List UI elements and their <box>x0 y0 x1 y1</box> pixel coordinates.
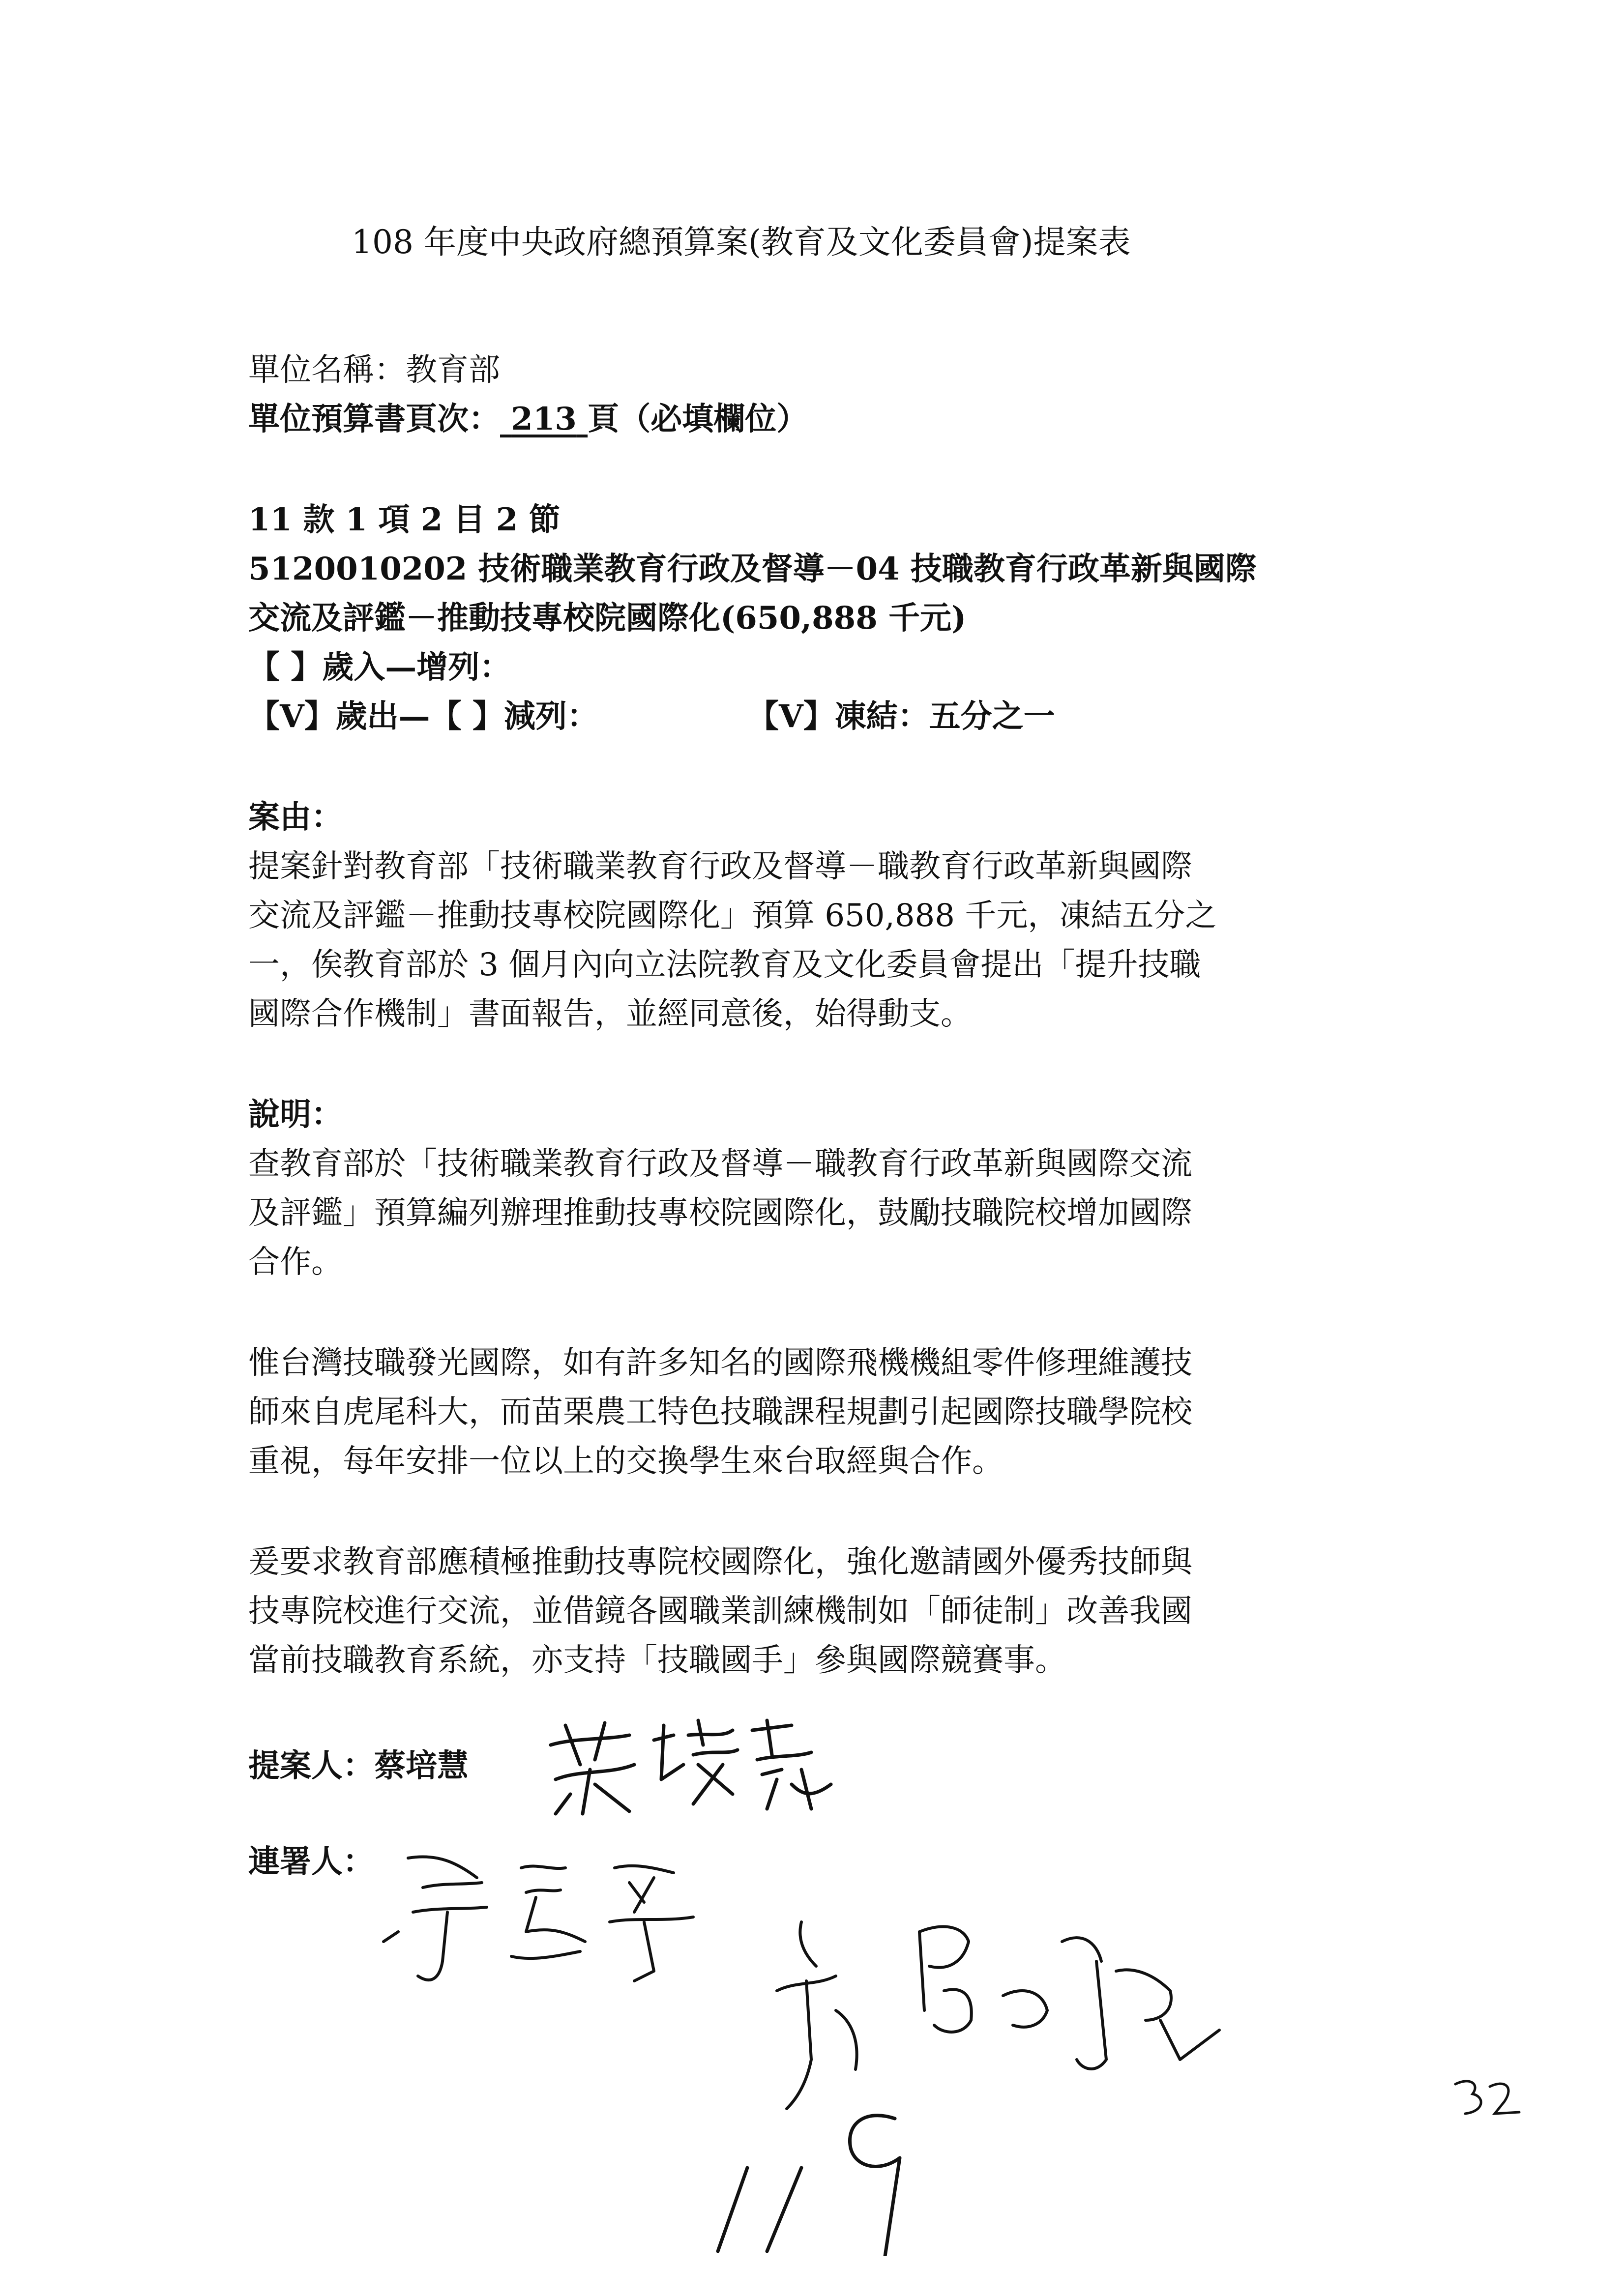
budget-item-line-2: 交流及評鑑－推動技專校院國際化(650,888 千元) <box>248 600 967 637</box>
reason-line-2: 交流及評鑑－推動技專校院國際化」預算 650,888 千元，凍結五分之 <box>248 898 1217 934</box>
budget-section: 11 款 1 項 2 目 2 節 <box>248 501 561 538</box>
explanation-heading: 說明： <box>248 1096 343 1133</box>
budget-page-value: 213 <box>511 401 577 437</box>
document-title: 108 年度中央政府總預算案(教育及文化委員會)提案表 <box>352 223 1131 261</box>
expense-checkbox-line: 【V】歲出—【 】減列： <box>248 698 598 735</box>
budget-item-line-1: 5120010202 技術職業教育行政及督導－04 技職教育行政革新與國際 <box>248 551 1257 587</box>
explanation-p1-line-1: 查教育部於「技術職業教育行政及督導－職教育行政革新與國際交流 <box>248 1146 1192 1182</box>
reason-line-4: 國際合作機制」書面報告，並經同意後，始得動支。 <box>248 996 972 1032</box>
explanation-p3-line-3: 當前技職教育系統，亦支持「技職國手」參與國際競賽事。 <box>248 1642 1066 1679</box>
explanation-p1-line-3: 合作。 <box>248 1244 343 1280</box>
cosigner-label: 連署人： <box>248 1843 374 1880</box>
explanation-p2-line-3: 重視，每年安排一位以上的交換學生來台取經與合作。 <box>248 1443 1004 1480</box>
explanation-p2-line-2: 師來自虎尾科大，而苗栗農工特色技職課程規劃引起國際技職學院校 <box>248 1394 1192 1430</box>
proposer-label: 提案人： <box>248 1747 374 1784</box>
reason-heading: 案由： <box>248 799 343 836</box>
explanation-p3-line-2: 技專院校進行交流，並借鏡各國職業訓練機制如「師徒制」改善我國 <box>248 1593 1192 1629</box>
unit-name-row <box>248 347 500 394</box>
proposer-name: 蔡培慧 <box>374 1747 469 1784</box>
revenue-checkbox-line: 【 】歲入—增列： <box>248 649 511 686</box>
freeze-checkbox-line: 【V】凍結：五分之一 <box>747 698 1055 735</box>
reason-line-1: 提案針對教育部「技術職業教育行政及督導－職教育行政革新與國際 <box>248 848 1192 885</box>
unit-name-value: 教育部 <box>406 352 500 388</box>
explanation-p2-line-1: 惟台灣技職發光國際，如有許多知名的國際飛機機組零件修理維護技 <box>248 1345 1192 1381</box>
cosigner-signature-image-1 <box>379 1848 733 2010</box>
explanation-p1-line-2: 及評鑑」預算編列辦理推動技專校院國際化，鼓勵技職院校增加國際 <box>248 1195 1192 1231</box>
cosigner-signature-image-2 <box>688 1912 1239 2256</box>
proposer-signature-image <box>536 1711 841 1829</box>
budget-page-label: 單位預算書頁次： <box>248 401 500 437</box>
unit-name-label: 單位名稱： <box>248 352 406 388</box>
explanation-p3-line-1: 爰要求教育部應積極推動技專院校國際化，強化邀請國外優秀技師與 <box>248 1544 1192 1580</box>
budget-page-suffix: 頁（必填欄位） <box>588 401 808 437</box>
proposer-row <box>248 1743 469 1790</box>
budget-page-row <box>248 396 808 443</box>
page-number-handwritten <box>1450 2072 1529 2121</box>
reason-line-3: 一，俟教育部於 3 個月內向立法院教育及文化委員會提出「提升技職 <box>248 947 1201 983</box>
